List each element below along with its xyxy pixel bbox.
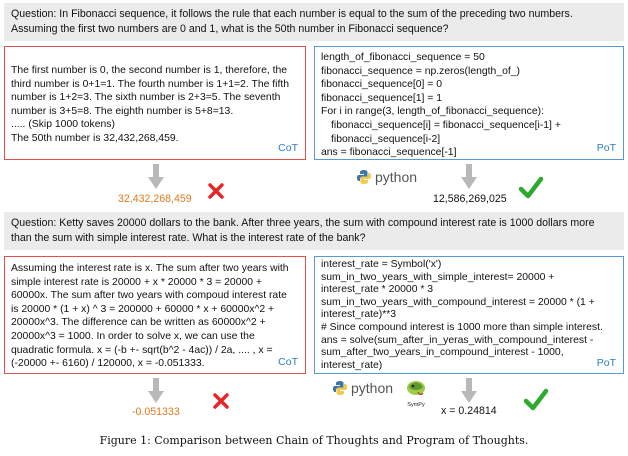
pot-1-line: fibonacci_sequence = np.zeros(length_of_) bbox=[321, 65, 520, 77]
python-label: python bbox=[375, 169, 418, 185]
pot-box-2 bbox=[314, 256, 624, 374]
pot-2-line: interest_rate) bbox=[321, 359, 383, 371]
python-label: python bbox=[351, 380, 394, 396]
cot-box-1 bbox=[4, 46, 306, 160]
cot-tag: CoT bbox=[278, 356, 298, 369]
pot-tag: PoT bbox=[596, 357, 616, 370]
pot-1-line: For i in range(3, length_of_fibonacci_sequence): bbox=[321, 106, 544, 118]
cot-box-2 bbox=[4, 256, 306, 374]
down-arrow-icon bbox=[147, 378, 165, 404]
pot-2-answer: x = 0.24814 bbox=[441, 405, 497, 417]
pot-2-line: interest_rate)**3 bbox=[321, 309, 397, 321]
cot-1-line: The first number is 0, the second number is 1, therefore, the bbox=[11, 65, 288, 76]
pot-1-line: fibonacci_sequence[0] = 0 bbox=[321, 79, 443, 91]
cot-1-line: ..... (Skip 1000 tokens) bbox=[11, 119, 115, 131]
cot-1-line: number is 3+5=8. The eighth number is 5+8=13. bbox=[11, 105, 234, 117]
pot-1-line: length_of_fibonacci_sequence = 50 bbox=[321, 52, 485, 63]
pot-2-line: # Since compound interest is 1000 more than simple interest. bbox=[321, 321, 603, 333]
pot-2-line: sum_in_two_years_with_compound_interest = 20000 * (1 + bbox=[321, 296, 595, 308]
pot-tag: PoT bbox=[596, 142, 616, 155]
cot-2-line: 20000x^3 = 1000. In order to solve x, we can use the bbox=[11, 330, 255, 342]
wrong-mark-icon bbox=[207, 182, 225, 200]
cot-1-line: third number is 0+1=1. The fourth number is 1+1=2. The fifth bbox=[11, 78, 290, 90]
python-logo bbox=[332, 380, 393, 396]
pot-1-line: ans = fibonacci_sequence[-1] bbox=[321, 147, 457, 159]
down-arrow-icon bbox=[460, 164, 478, 190]
cot-2-line: (-20000 +- 6160) / 120000, x = -0.051333. bbox=[11, 358, 205, 370]
python-logo bbox=[356, 169, 417, 185]
pot-1-answer: 12,586,269,025 bbox=[433, 193, 507, 205]
pot-2-line: sum_in_two_years_with_simple_interest= 20000 + bbox=[321, 271, 555, 283]
python-icon bbox=[356, 169, 372, 185]
figure-caption: Figure 1: Comparison between Chain of Thoughts and Program of Thoughts. bbox=[99, 434, 529, 447]
question-2-line-2: than the sum with simple interest rate. What is the interest rate of the bank? bbox=[11, 232, 366, 244]
cot-2-line: simple interest rate is 20000 + x * 20000 * 3 = 20000 + bbox=[11, 276, 262, 288]
pot-1-line: fibonacci_sequence[1] = 1 bbox=[321, 92, 443, 104]
question-2 bbox=[4, 212, 624, 250]
question-1-line-2: Assuming the first two numbers are 0 and 1, what is the 50th number in Fibonacci sequence? bbox=[11, 23, 449, 35]
cot-2-line: is 20000 * (1 + x) ^ 3 = 200000 + 60000 * x + 60000x^2 + bbox=[11, 303, 275, 315]
cot-1-line: The 50th number is 32,432,268,459. bbox=[11, 132, 179, 144]
sympy-logo bbox=[404, 377, 428, 408]
down-arrow-icon bbox=[147, 164, 165, 190]
pot-2-line: sum_after_two_years_in_compound_interest - 1000, bbox=[321, 347, 564, 359]
wrong-mark-icon bbox=[212, 392, 230, 410]
check-mark-icon bbox=[518, 176, 544, 200]
sympy-snake-icon bbox=[405, 377, 427, 397]
cot-2-line: Assuming the interest rate is x. The sum after two years with bbox=[11, 263, 289, 274]
cot-2-line: 20000x^3. The difference can be written as 60000x^2 + bbox=[11, 317, 266, 329]
pot-1-line: fibonacci_sequence[i-2] bbox=[331, 133, 441, 145]
pot-box-1 bbox=[314, 46, 624, 160]
pot-2-line: interest_rate * 20000 * 3 bbox=[321, 284, 434, 296]
down-arrow-icon bbox=[460, 378, 478, 404]
pot-1-line: fibonacci_sequence[i] = fibonacci_sequence[i-1] + bbox=[331, 119, 561, 131]
question-2-line-1: Question: Ketty saves 20000 dollars to the bank. After three years, the sum with compound interest rate is 1000 dollars more bbox=[11, 217, 595, 229]
check-mark-icon bbox=[523, 388, 549, 412]
cot-2-answer: -0.051333 bbox=[132, 406, 180, 418]
cot-2-line: 60000x. The sum after two years with compoud interest rate bbox=[11, 290, 287, 302]
pot-2-line: ans = solve(sum_after_in_yeras_with_compound_interest - bbox=[321, 334, 594, 346]
cot-tag: CoT bbox=[278, 142, 298, 155]
python-icon bbox=[332, 380, 348, 396]
question-1-line-1: Question: In Fibonacci sequence, it follows the rule that each number is equal to the sum of the preceding two numbers. bbox=[11, 8, 573, 20]
cot-1-answer: 32,432,268,459 bbox=[118, 193, 192, 205]
cot-1-line: number is 1+2=3. The sixth number is 2+3=5. The seventh bbox=[11, 92, 281, 104]
cot-2-line: quadratic formula. x = (-b +- sqrt(b^2 - 4ac)) / 2a, .... , x = bbox=[11, 344, 273, 356]
pot-2-line: interest_rate = Symbol('x') bbox=[321, 259, 442, 270]
sympy-label: SymPy bbox=[407, 402, 425, 408]
question-1 bbox=[4, 3, 624, 41]
